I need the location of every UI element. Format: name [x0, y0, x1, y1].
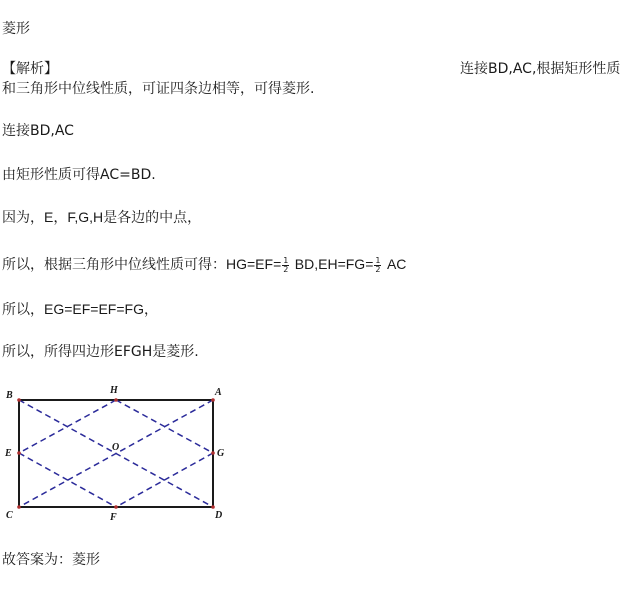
step-midpoints-prefix: 因为， [2, 210, 44, 226]
fraction-numerator: 1 [283, 255, 289, 265]
step-midline-prefix: 所以，根据三角形中位线性质可得： [2, 257, 226, 273]
label-d: D [215, 510, 223, 521]
step-rectangle-property: 由矩形性质可得AC=BD. [2, 167, 156, 183]
fraction-half-2 [374, 257, 381, 274]
step-conclusion: 所以，所得四边形EFGH是菱形. [2, 344, 199, 360]
point-g [211, 451, 215, 455]
step-connect: 连接BD,AC [2, 123, 74, 139]
label-e: E [5, 448, 12, 459]
analysis-label: 【解析】 [2, 61, 58, 77]
point-e [17, 451, 21, 455]
label-g: G [217, 448, 225, 459]
fraction-half-1 [282, 257, 289, 274]
geometry-figure [0, 383, 240, 523]
point-f [114, 505, 118, 509]
point-h [114, 398, 118, 402]
step-midpoints-points: E，F,G,H [44, 209, 104, 225]
fraction-denominator: 2 [283, 264, 289, 274]
step-equal-sides [2, 300, 158, 319]
step-midline-ac: AC [386, 256, 407, 272]
step-equal-sides-prefix: 所以， [2, 302, 44, 318]
analysis-right: 连接BD,AC,根据矩形性质 [460, 61, 621, 77]
point-d [211, 505, 215, 509]
step-midline-hg: HG=EF= [226, 256, 282, 272]
label-a: A [215, 387, 222, 398]
point-b [17, 398, 21, 402]
label-c: C [6, 510, 13, 521]
point-a [211, 398, 215, 402]
label-o: O [112, 442, 120, 453]
fraction-numerator: 1 [375, 255, 381, 265]
label-b: B [6, 390, 13, 401]
step-midpoints-suffix: 是各边的中点， [103, 210, 202, 226]
answer-title: 菱形 [2, 21, 30, 37]
label-f: F [110, 512, 117, 523]
fraction-denominator: 2 [375, 264, 381, 274]
analysis-continuation: 和三角形中位线性质，可证四条边相等，可得菱形. [2, 81, 315, 97]
step-midline-bd: BD,EH=FG= [294, 256, 374, 272]
label-h: H [110, 385, 118, 396]
final-answer: 故答案为：菱形 [2, 552, 100, 568]
step-midline [2, 255, 406, 274]
point-c [17, 505, 21, 509]
step-midpoints [2, 208, 201, 227]
step-equal-sides-eq: EG=EF=EF=FG， [44, 301, 158, 317]
